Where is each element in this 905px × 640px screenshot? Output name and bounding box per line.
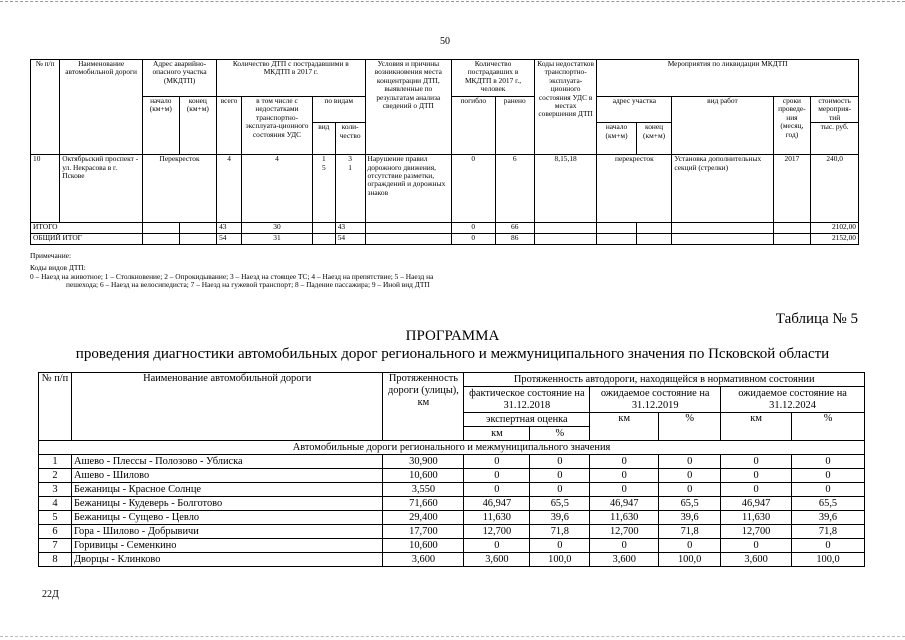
row-num: 4	[39, 497, 72, 511]
row-e24-km: 0	[721, 483, 792, 497]
row-fact-km: 0	[464, 455, 530, 469]
cell-address: Перекресток	[142, 155, 216, 223]
row-e24-km: 0	[721, 455, 792, 469]
row-road-name: Бежаницы - Сущево - Цевло	[71, 511, 383, 525]
cell-type: 1 5	[312, 155, 335, 223]
row-length: 10,600	[383, 539, 464, 553]
cell-m-address: перекресток	[597, 155, 672, 223]
note-title: Примечание:	[30, 251, 72, 260]
cell-qty: 3 1	[335, 155, 365, 223]
note-codes-title: Коды видов ДТП:	[30, 263, 86, 272]
itogo-killed: 0	[452, 223, 495, 234]
note-line-1: 0 – Наезд на животное; 1 – Столкновение; 2 – Опрокидывание; 3 – Наезд на стоящее ТС; 4 – Наезд на препятствие; 5 – Наезд на	[30, 272, 434, 281]
row-num: 7	[39, 539, 72, 553]
row-fact-km: 0	[464, 469, 530, 483]
hdr2-num: № п/п	[39, 373, 72, 441]
table-label: Таблица № 5	[775, 311, 858, 327]
page-number: 50	[440, 36, 450, 47]
row-road-name: Горивицы - Семенкино	[71, 539, 383, 553]
table-row	[39, 469, 865, 483]
itogo-row	[31, 223, 859, 234]
row-fact-pct: 0	[530, 455, 590, 469]
row-length: 71,660	[383, 497, 464, 511]
table-row	[31, 155, 859, 223]
row-road-name: Гора - Шилово - Добрывичи	[71, 525, 383, 539]
itogo-qty: 43	[335, 223, 365, 234]
hdr-dtp-count: Количество ДТП с пострадавшими в МКДТП в 2017 г.	[217, 60, 365, 97]
hdr2-e24-pct: %	[792, 413, 865, 441]
row-fact-km: 12,700	[464, 525, 530, 539]
cell-total: 4	[217, 155, 242, 223]
hdr-m-cost: стоимость мероприя-тий	[811, 97, 859, 123]
total-row	[31, 234, 859, 245]
scan-edge-bottom	[0, 636, 905, 637]
hdr-dtp-by-type: по видам	[312, 97, 365, 123]
row-e24-pct: 0	[792, 539, 865, 553]
row-e24-pct: 0	[792, 469, 865, 483]
cell-udc: 4	[241, 155, 312, 223]
table-row	[39, 511, 865, 525]
hdr2-f-pct: %	[530, 427, 590, 441]
hdr2-length: Протяженность дороги (улицы), км	[383, 373, 464, 441]
cell-conditions: Нарушение правил дорожного движения, отсутствие разметки, ограждений и дорожных знаков	[365, 155, 452, 223]
hdr2-exp2019: ожидаемое состояние на 31.12.2019	[590, 387, 721, 413]
hdr2-fact: фактическое состояние на 31.12.2018	[464, 387, 590, 413]
row-e19-pct: 0	[659, 539, 721, 553]
row-num: 2	[39, 469, 72, 483]
row-length: 30,900	[383, 455, 464, 469]
hdr-m-work: вид работ	[672, 97, 773, 155]
row-fact-km: 0	[464, 483, 530, 497]
hdr-victims: Количество пострадавших в МКДТП в 2017 г., человек	[452, 60, 535, 97]
total-total: 54	[217, 234, 242, 245]
table-row	[39, 539, 865, 553]
row-length: 17,700	[383, 525, 464, 539]
row-fact-pct: 65,5	[530, 497, 590, 511]
hdr2-road-name: Наименование автомобильной дороги	[71, 373, 383, 441]
hdr-killed: погибло	[452, 97, 495, 155]
row-e19-pct: 71,8	[659, 525, 721, 539]
mkdtp-table	[30, 59, 859, 245]
table-row	[39, 525, 865, 539]
row-num: 3	[39, 483, 72, 497]
row-road-name: Ашево - Плессы - Полозово - Ублиска	[71, 455, 383, 469]
hdr-road-name: Наименование автомобильной дороги	[60, 60, 143, 155]
hdr-m-address: адрес участка	[597, 97, 672, 123]
row-e19-pct: 0	[659, 455, 721, 469]
row-fact-pct: 39,6	[530, 511, 590, 525]
hdr2-e24-km: км	[721, 413, 792, 441]
row-e24-km: 12,700	[721, 525, 792, 539]
row-num: 8	[39, 553, 72, 567]
hdr2-e19-pct: %	[659, 413, 721, 441]
row-e19-km: 12,700	[590, 525, 659, 539]
row-fact-pct: 0	[530, 539, 590, 553]
itogo-udc: 30	[241, 223, 312, 234]
hdr-dtp-udc: в том числе с недостатками транспортно-эксплуата-ционного состояния УДС	[241, 97, 312, 155]
row-e24-pct: 100,0	[792, 553, 865, 567]
hdr2-exp2024: ожидаемое состояние на 31.12.2024	[721, 387, 865, 413]
row-e24-pct: 39,6	[792, 511, 865, 525]
row-e24-km: 0	[721, 469, 792, 483]
total-killed: 0	[452, 234, 495, 245]
row-e19-pct: 39,6	[659, 511, 721, 525]
note-line-2: пешехода; 6 – Наезд на велосипедиста; 7 – Наезд на гужевой транспорт; 8 – Падение пассажира; 9 – Иной вид ДТП	[66, 280, 430, 289]
total-injured: 86	[495, 234, 534, 245]
hdr-num: № п/п	[31, 60, 60, 155]
hdr-addr-end: конец (км+м)	[179, 97, 217, 155]
row-e24-pct: 0	[792, 455, 865, 469]
row-fact-pct: 71,8	[530, 525, 590, 539]
row-e19-km: 11,630	[590, 511, 659, 525]
table-row	[39, 455, 865, 469]
hdr-m-term: сроки проведе-ния (месяц, год)	[773, 97, 811, 155]
program-subtitle: проведения диагностики автомобильных дорог регионального и межмуниципального значения по Псковской области	[75, 346, 830, 362]
cell-killed: 0	[452, 155, 495, 223]
hdr-addr-start: начало (км+м)	[142, 97, 179, 155]
row-e19-pct: 65,5	[659, 497, 721, 511]
row-num: 1	[39, 455, 72, 469]
row-e19-km: 46,947	[590, 497, 659, 511]
cell-m-term: 2017	[773, 155, 811, 223]
itogo-total: 43	[217, 223, 242, 234]
scan-edge-top	[0, 1, 905, 2]
row-road-name: Ашево - Шилово	[71, 469, 383, 483]
cell-codes: 8,15,18	[534, 155, 596, 223]
row-e19-km: 0	[590, 455, 659, 469]
cell-injured: 6	[495, 155, 534, 223]
row-fact-pct: 0	[530, 483, 590, 497]
itogo-cost: 2102,00	[811, 223, 859, 234]
row-num: 6	[39, 525, 72, 539]
hdr-m-start: начало (км+м)	[597, 123, 636, 155]
row-fact-km: 3,600	[464, 553, 530, 567]
hdr-codes: Коды недостатков транспортно-эксплуата-ционного состояния УДС в местах совершения ДТП	[534, 60, 596, 155]
hdr-dtp-type: вид	[312, 123, 335, 155]
row-e19-pct: 100,0	[659, 553, 721, 567]
row-e24-pct: 71,8	[792, 525, 865, 539]
program-title: ПРОГРАММА	[405, 328, 500, 344]
itogo-injured: 66	[495, 223, 534, 234]
row-e24-pct: 65,5	[792, 497, 865, 511]
row-fact-pct: 0	[530, 469, 590, 483]
hdr-dtp-qty: коли-чество	[335, 123, 365, 155]
cell-m-cost: 240,0	[811, 155, 859, 223]
table-row	[39, 483, 865, 497]
total-label: ОБЩИЙ ИТОГ	[31, 234, 143, 245]
row-e19-km: 3,600	[590, 553, 659, 567]
row-e19-km: 0	[590, 469, 659, 483]
row-e19-pct: 0	[659, 483, 721, 497]
hdr-measures: Мероприятия по ликвидации МКДТП	[597, 60, 859, 97]
hdr-m-cost-unit: тыс. руб.	[811, 123, 859, 155]
diagnostics-table	[38, 372, 865, 567]
row-fact-km: 0	[464, 539, 530, 553]
cell-num: 10	[31, 155, 60, 223]
row-road-name: Бежаницы - Кудеверь - Болготово	[71, 497, 383, 511]
hdr2-e19-km: км	[590, 413, 659, 441]
total-qty: 54	[335, 234, 365, 245]
row-e24-km: 46,947	[721, 497, 792, 511]
row-e19-km: 0	[590, 539, 659, 553]
row-e24-km: 0	[721, 539, 792, 553]
table-row	[39, 553, 865, 567]
section-row: Автомобильные дороги регионального и межмуниципального значения	[39, 441, 865, 455]
cell-m-work: Установка дополнительных секций (стрелки)	[672, 155, 773, 223]
row-fact-pct: 100,0	[530, 553, 590, 567]
row-num: 5	[39, 511, 72, 525]
hdr2-f-km: км	[464, 427, 530, 441]
row-e19-pct: 0	[659, 469, 721, 483]
footer-code: 22Д	[42, 589, 59, 600]
row-fact-km: 46,947	[464, 497, 530, 511]
hdr2-norm: Протяженность автодороги, находящейся в нормативном состоянии	[464, 373, 865, 387]
row-length: 10,600	[383, 469, 464, 483]
row-length: 3,550	[383, 483, 464, 497]
row-length: 3,600	[383, 553, 464, 567]
row-e24-km: 3,600	[721, 553, 792, 567]
total-cost: 2152,00	[811, 234, 859, 245]
row-e19-km: 0	[590, 483, 659, 497]
itogo-label: ИТОГО	[31, 223, 143, 234]
row-e24-pct: 0	[792, 483, 865, 497]
row-road-name: Дворцы - Клинково	[71, 553, 383, 567]
total-udc: 31	[241, 234, 312, 245]
hdr-injured: ранено	[495, 97, 534, 155]
row-road-name: Бежаницы - Красное Солнце	[71, 483, 383, 497]
hdr-address: Адрес аварийно-опасного участка (МКДТП)	[142, 60, 216, 97]
hdr-dtp-total: всего	[217, 97, 242, 155]
row-length: 29,400	[383, 511, 464, 525]
cell-road: Октябрьский проспект - ул. Некрасова в г. Пскове	[60, 155, 143, 223]
row-e24-km: 11,630	[721, 511, 792, 525]
row-fact-km: 11,630	[464, 511, 530, 525]
table-row	[39, 497, 865, 511]
hdr-m-end: конец (км+м)	[636, 123, 672, 155]
hdr2-expert: экспертная оценка	[464, 413, 590, 427]
hdr-conditions: Условия и причины возникновения места концентрации ДТП, выявленные по результатам анализа сведений о ДТП	[365, 60, 452, 155]
